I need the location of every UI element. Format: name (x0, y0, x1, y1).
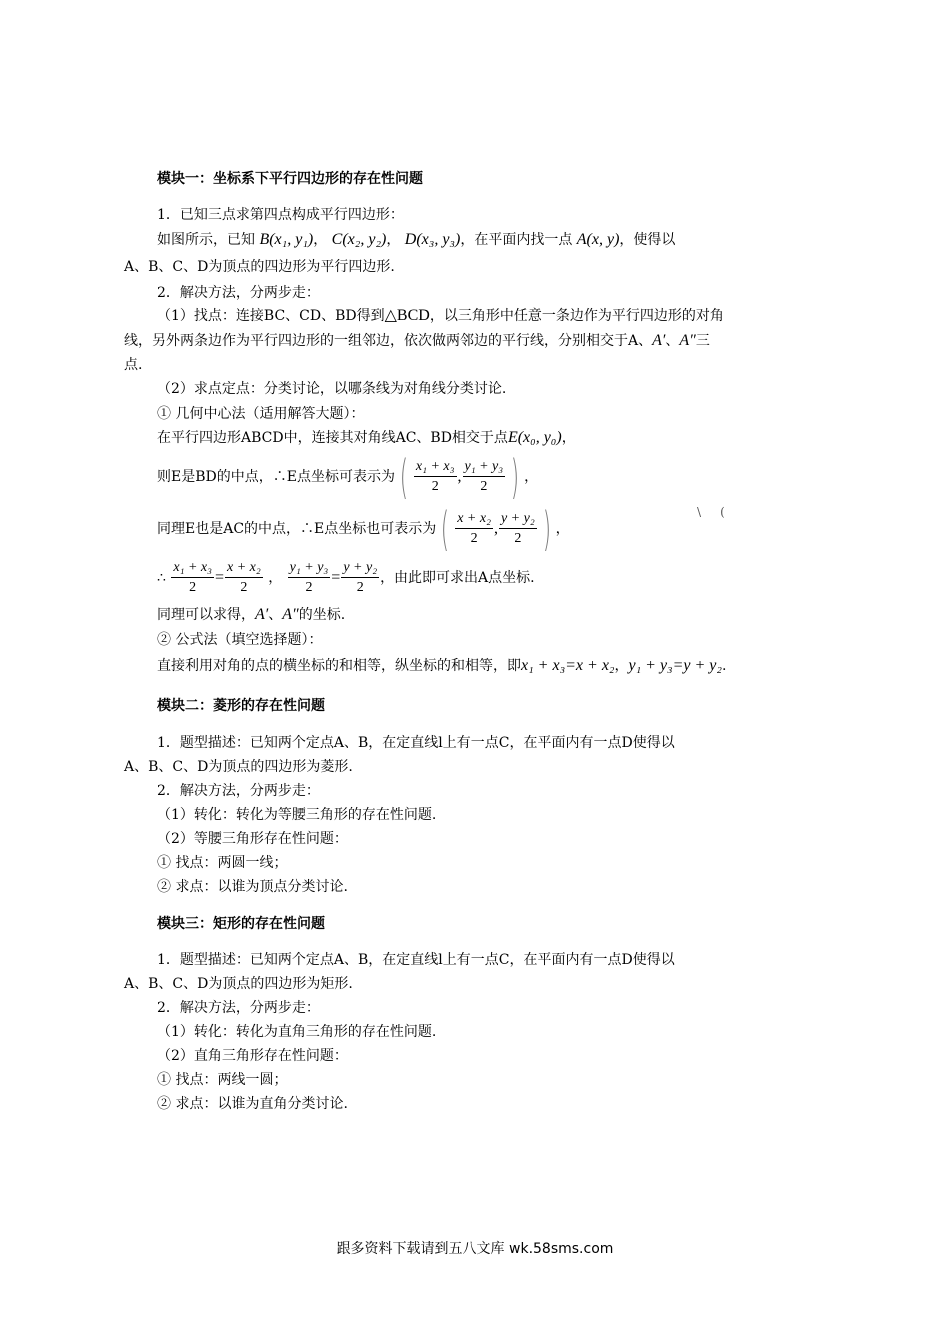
module1-p3: A、B、C、D为顶点的四边形为平行四边形. (124, 259, 395, 275)
module3-p4: （1）转化：转化为直角三角形的存在性问题. (157, 1024, 437, 1040)
module2-p6: ① 找点：两圆一线； (157, 855, 288, 871)
fraction-y-y2 (341, 559, 379, 598)
numerator: x₁ + x₃ (171, 559, 214, 578)
text: 则E是BD的中点，∴E点坐标可表示为 (157, 469, 395, 485)
a-double-prime: A″ (679, 332, 696, 349)
module1-p6 (124, 331, 710, 351)
denominator: 2 (431, 478, 439, 494)
point-c: C(x₂, y₂) (331, 231, 387, 248)
text: 的坐标. (298, 607, 346, 623)
text: ， (614, 658, 629, 674)
fraction-x-x2 (225, 559, 263, 598)
module1-p2: 如图所示，已知 B(x₁, y₁)， C(x₂, y₂)， D(x₃, y₃)，在平面内找一点 A(x, y)，使得以 (157, 231, 676, 248)
text: ，由此即可求出A点坐标. (380, 570, 535, 586)
module2-p4: （1）转化：转化为等腰三角形的存在性问题. (157, 807, 437, 823)
text: 同理可以求得， (157, 607, 255, 623)
text: ，在平面内找一点 (460, 232, 573, 248)
module2-p7: ② 求点：以谁为顶点分类讨论. (157, 879, 348, 895)
denominator: 2 (356, 579, 364, 595)
text: 同理E也是AC的中点，∴E点坐标也可表示为 (157, 521, 437, 537)
module3-p7: ② 求点：以谁为直角分类讨论. (157, 1096, 348, 1112)
fraction-y1-y3 (463, 458, 506, 497)
denominator: 2 (470, 530, 478, 546)
text: 如图所示，已知 (157, 232, 255, 248)
module1-title: 模块一：坐标系下平行四边形的存在性问题 (157, 171, 423, 187)
fraction-y-y2 (499, 510, 537, 549)
denominator: 2 (514, 530, 522, 546)
equation-y: y₁ + y₃=y + y₂ (628, 657, 722, 674)
module1-p4: 2．解决方法，分两步走： (157, 285, 320, 301)
module3-p2: A、B、C、D为顶点的四边形为矩形. (124, 976, 353, 992)
module2-p1: 1．题型描述：已知两个定点A、B，在定直线l上有一点C，在平面内有一点D使得以 (157, 735, 675, 751)
equals-sign: = (214, 569, 225, 586)
fraction-x1-x3 (414, 458, 457, 497)
numerator: y + y₂ (341, 559, 379, 578)
module1-p1: 1．已知三点求第四点构成平行四边形： (157, 207, 404, 223)
text: ，使得以 (619, 232, 676, 248)
therefore: ∴ (157, 570, 166, 586)
text: ， (555, 521, 570, 537)
text: 在平行四边形ABCD中，连接其对角线AC、BD相交于点 (157, 430, 508, 446)
footer-download-note: 跟多资料下载请到五八文库 wk.58sms.com (336, 1241, 614, 1257)
module2-title: 模块二：菱形的存在性问题 (157, 698, 325, 714)
fraction-x-x2 (455, 510, 493, 549)
a-prime: A′ (652, 332, 666, 349)
separator: ， (268, 570, 283, 586)
comma: , (493, 520, 498, 537)
module1-p10 (157, 428, 576, 448)
module3-p6: ① 找点：两线一圆； (157, 1072, 288, 1088)
module3-p1: 1．题型描述：已知两个定点A、B，在定直线l上有一点C，在平面内有一点D使得以 (157, 952, 675, 968)
right-paren: ) (542, 502, 551, 556)
text: 直接利用对角的点的横坐标的和相等，纵坐标的和相等，即 (157, 658, 521, 674)
left-paren: ( (399, 450, 408, 504)
equation-x: x₁ + x₃=x + x₂ (521, 657, 615, 674)
point-e: E(x₀, y₀) (507, 429, 562, 446)
text: . (721, 658, 727, 674)
equals-sign: = (331, 569, 341, 586)
denominator: 2 (240, 579, 248, 595)
module3-p5: （2）直角三角形存在性问题： (157, 1048, 348, 1064)
text: 三 (695, 333, 710, 349)
text: （1）找点：连接BC、CD、BD得到 (157, 308, 385, 324)
a-prime: A′ (255, 606, 269, 623)
module1-p9: ① 几何中心法（适用解答大题）： (157, 406, 365, 422)
module3-p3: 2．解决方法，分两步走： (157, 1000, 320, 1016)
right-paren: ) (511, 450, 520, 504)
text: 、 (268, 607, 283, 623)
text: 、 (665, 333, 680, 349)
module1-p15: ② 公式法（填空选择题）： (157, 632, 323, 648)
fraction-x1-x3 (171, 559, 214, 598)
module3-title: 模块三：矩形的存在性问题 (157, 916, 325, 932)
point-b: B(x₁, y₁) (259, 231, 314, 248)
module1-p14 (157, 605, 345, 625)
numerator: x₁ + x₃ (414, 458, 457, 477)
point-a: A(x, y) (576, 231, 620, 248)
module1-p12 (157, 504, 570, 554)
point-d: D(x₃, y₃) (404, 231, 461, 248)
module1-p8: （2）求点定点：分类讨论，以哪条线为对角线分类讨论. (157, 381, 507, 397)
module1-p7: 点. (124, 357, 143, 373)
text: ， (561, 430, 576, 446)
denominator: 2 (305, 579, 313, 595)
text: 线，另外两条边作为平行四边形的一组邻边，依次做两邻边的平行线，分别相交于A、 (124, 333, 653, 349)
text: ， (524, 469, 539, 485)
numerator: y + y₂ (499, 510, 537, 529)
module1-p11 (157, 452, 538, 502)
triangle-bcd: △BCD (384, 307, 430, 324)
stray-mark: \ ( (697, 505, 725, 519)
numerator: y₁ + y₃ (288, 559, 331, 578)
denominator: 2 (189, 579, 197, 595)
numerator: x + x₂ (455, 510, 493, 529)
module2-p2: A、B、C、D为顶点的四边形为菱形. (124, 759, 353, 775)
module2-p5: （2）等腰三角形存在性问题： (157, 831, 348, 847)
module1-p13 (157, 556, 535, 600)
module2-p3: 2．解决方法，分两步走： (157, 783, 320, 799)
text: ，以三角形中任意一条边作为平行四边形的对角 (429, 308, 724, 324)
numerator: y₁ + y₃ (463, 458, 506, 477)
comma: , (457, 468, 462, 485)
left-paren: ( (441, 502, 450, 556)
module1-p5 (157, 306, 724, 326)
numerator: x + x₂ (225, 559, 263, 578)
denominator: 2 (480, 478, 488, 494)
module1-p16 (157, 656, 726, 676)
a-double-prime: A″ (282, 606, 299, 623)
fraction-y1-y3 (288, 559, 331, 598)
